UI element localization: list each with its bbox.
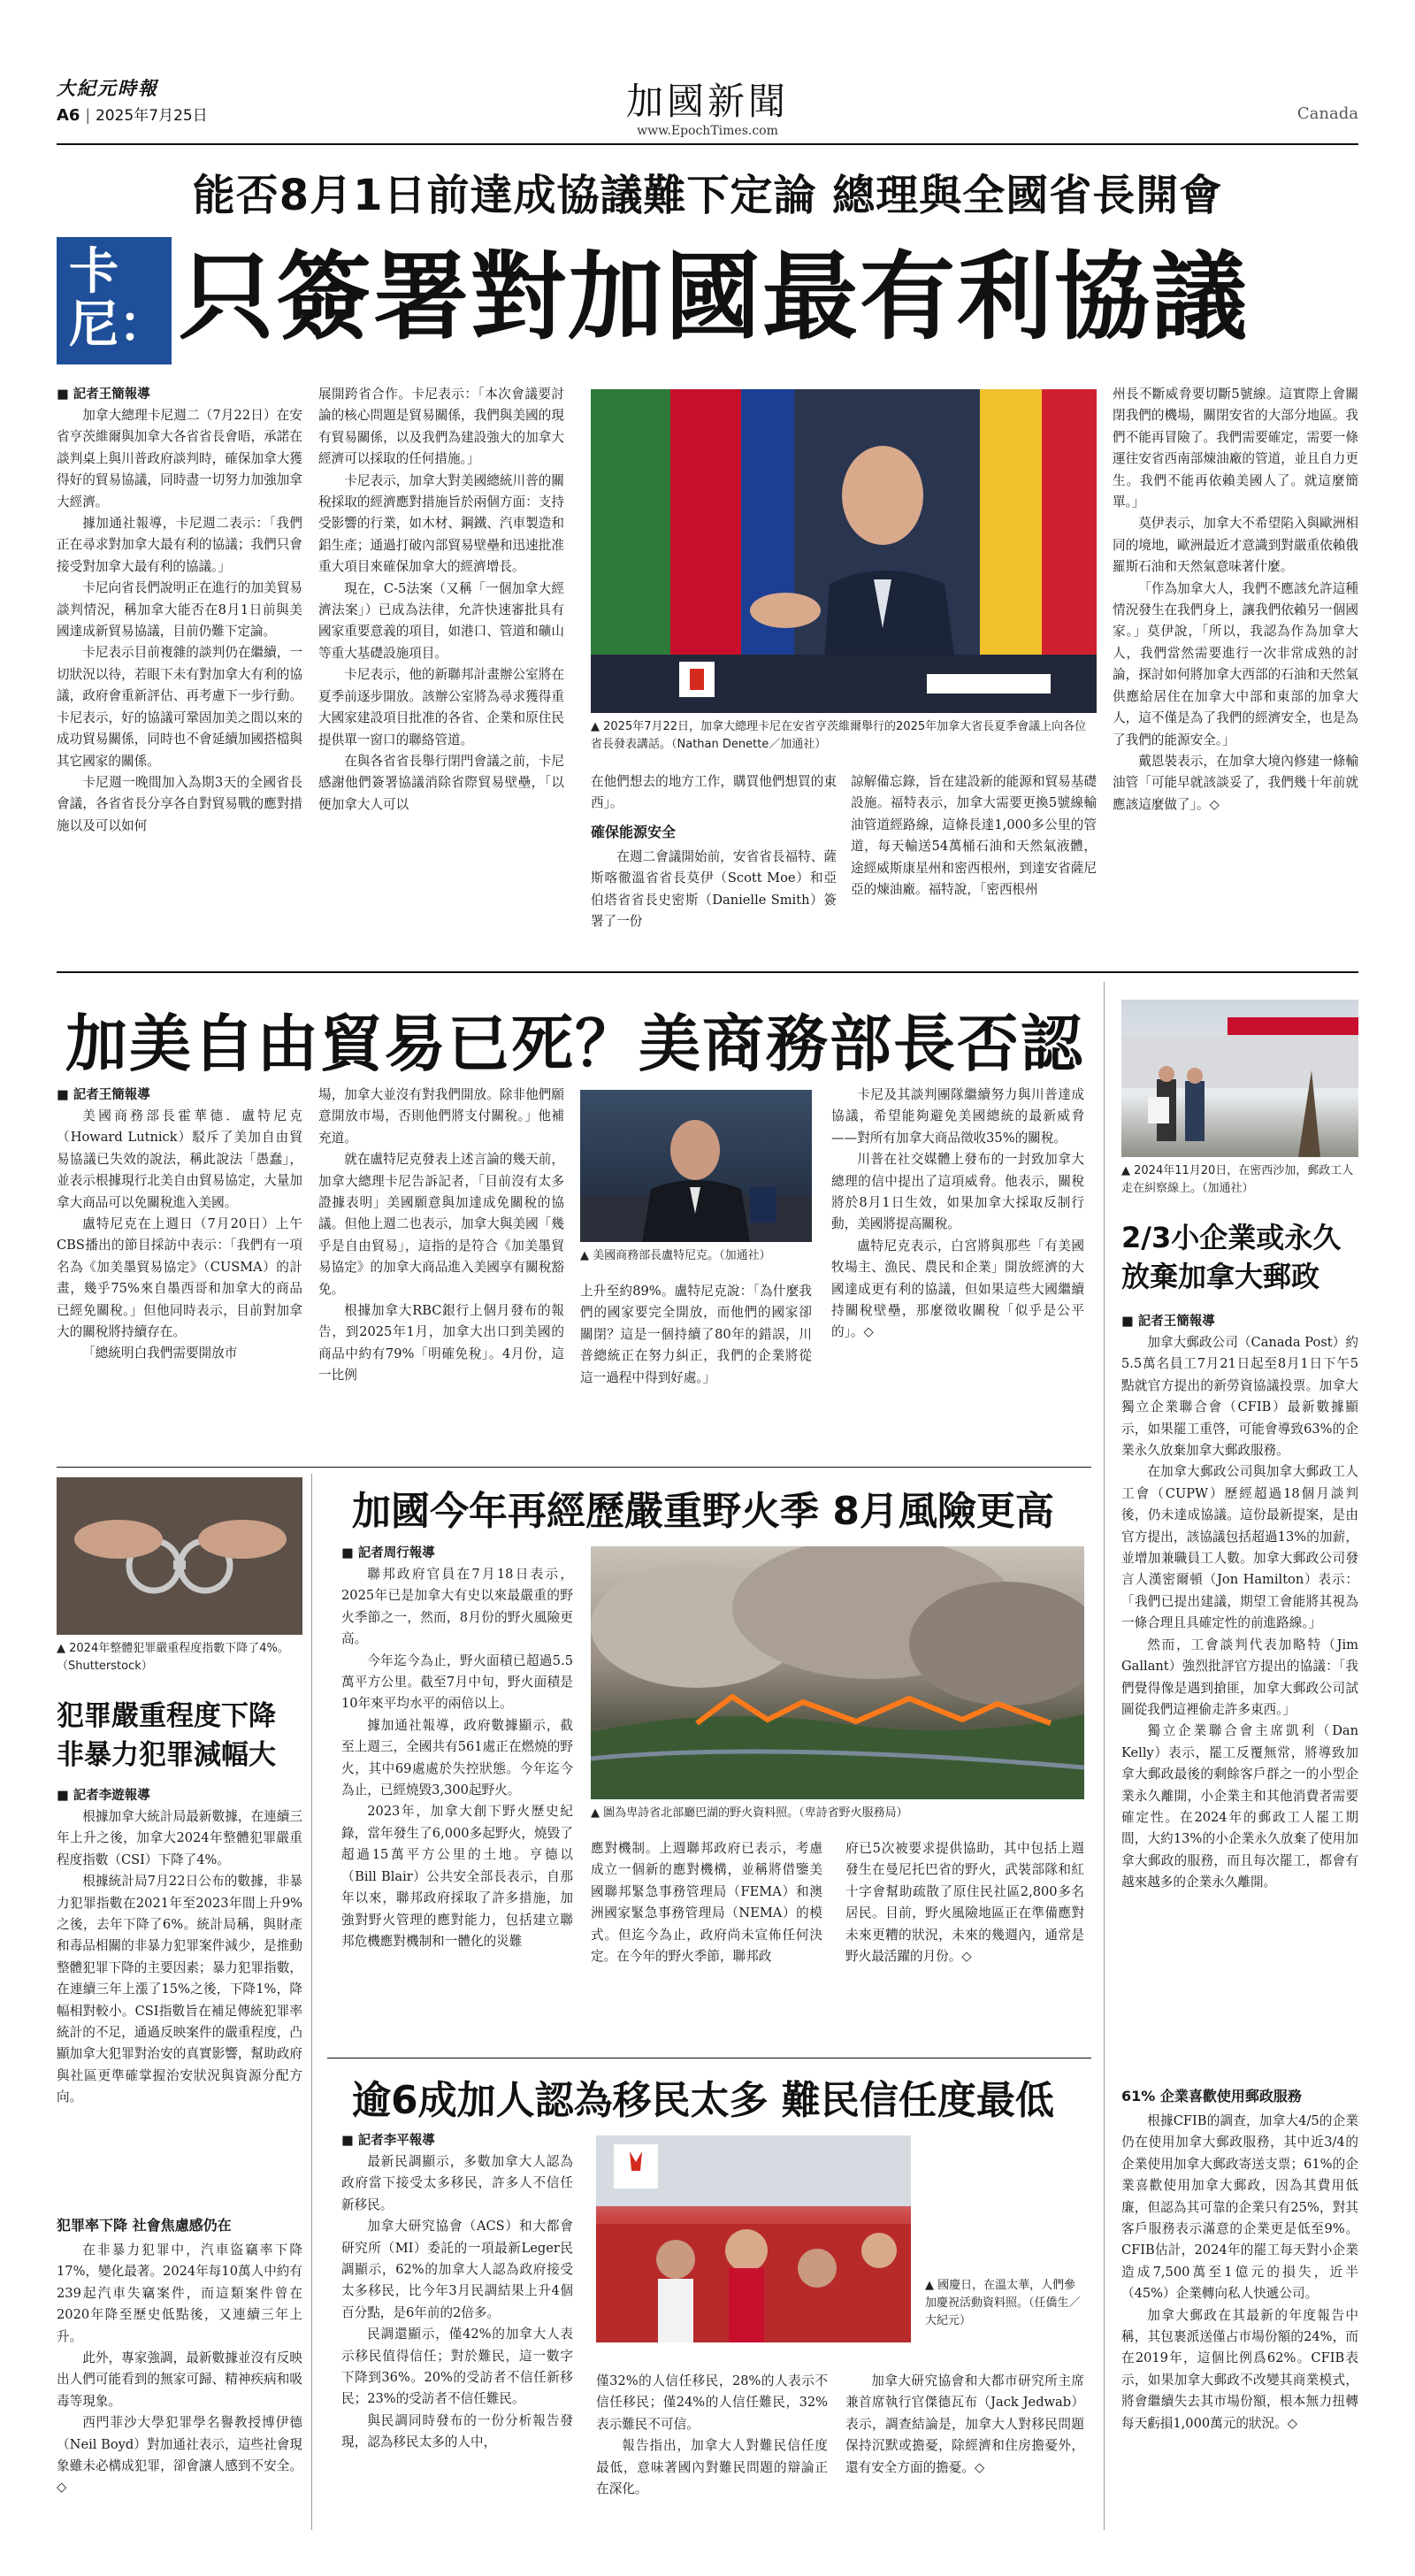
paragraph: 據加通社報導，政府數據顯示，截至上週三，全國共有561處正在燃燒的野火，其中69處處於失控狀態。今年迄今為止，已經燒毀3,300起野火。	[341, 1717, 573, 1798]
paragraph: 「總統明白我們需要開放市	[82, 1346, 238, 1361]
paragraph: 2023年，加拿大創下野火歷史紀錄，當年發生了6,000多起野火，燒毀了超過15萬平方公里的土地。亨德以（Bill Blair）公共安全部長表示，自那年以來，聯邦政府採取了許多措施，加強對野火管理的應對能力，包括建立聯邦危機應對機制和一體化的災難	[341, 1804, 573, 1949]
crime-photo-illustration	[57, 1477, 302, 1635]
paragraph: 然而，工會談判代表加略特（Jim Gallant）強烈批評官方提出的協議：「我們覺得像是遇到搶匪，加拿大郵政公司試圖從我們這裡偷走許多東西。」	[1121, 1637, 1358, 1717]
issue-date: 2025年7月25日	[95, 107, 208, 125]
paragraph: 應對機制。上週聯邦政府已表示，考慮成立一個新的應對機構，並稱將借鑒美國聯邦緊急事務管理局（FEMA）和澳洲國家緊急事務管理局（NEMA）的模式。但迄今為止，政府尚未宣佈任何決定。在今年的野火季節，聯邦政	[591, 1841, 822, 1965]
crime-subhead: 犯罪率下降 社會焦慮感仍在	[57, 2217, 232, 2234]
crime-photo	[57, 1477, 302, 1635]
paragraph: 僅32%的人信任移民，28%的人表示不信任移民；僅24%的人信任難民，32%表示難民不可信。	[596, 2373, 828, 2432]
paragraph: 卡尼表示，加拿大對美國總統川普的關稅採取的經濟應對措施旨於兩個方面：支持受影響的行業，如木材、鋼鐵、汽車製造和鋁生產；通過打破內部貿易壁壘和迅速批准重大項目來確保加拿大的經濟增長。	[318, 472, 564, 575]
trade-photo-caption: ▲ 美國商務部長盧特尼克。（加通社）	[580, 1247, 812, 1265]
paragraph: 民調還顯示，僅42%的加拿大人表示移民值得信任；對於難民，這一數字下降到36%。20%的受訪者不信任新移民；23%的受訪者不信任難民。	[341, 2327, 573, 2407]
lead-tag: 卡尼：	[57, 237, 172, 364]
paragraph: 根據CFIB的調查，加拿大4/5的企業仍在使用加拿大郵政服務，其中近3/4的企業使用加拿大郵政寄送支票；61%的企業喜歡使用加拿大郵政，因為其費用低廉，但認為其可靠的企業只有25%，對其客戶服務表示滿意的企業更是低至9%。CFIB估計，2024年的罷工每天對小企業造成7,500萬至1億元的損失，近半（45%）企業轉向私人快遞公司。	[1121, 2113, 1358, 2302]
paragraph: 「作為加拿大人，我們不應該允許這種情況發生在我們身上，讓我們依賴另一個國家。」莫伊說，「所以，我認為作為加拿大人，我們當然需要進行一次非常成熟的討論，探討如何將加拿大西部的石油和天然氣供應給居住在加拿大中部和東部的加拿大人，這不僅是為了我們的經濟安全，也是為了我們的能源安全。」	[1113, 580, 1358, 748]
lead-headline: 只簽署對加國最有利協議	[179, 242, 1250, 353]
immigration-photo	[596, 2135, 911, 2342]
crime-headline-line1: 犯罪嚴重程度下降	[57, 1700, 276, 1732]
trade-column-4	[831, 1085, 1084, 1454]
paragraph: 卡尼向省長們說明正在進行的加美貿易談判情況，稱加拿大能否在8月1日前與美國達成新貿易協議，目前仍難下定論。	[57, 580, 302, 640]
paragraph: 卡尼及其談判團隊繼續努力與川普達成協議，希望能夠避免美國總統的最新威脅——對所有加拿大商品徵收35%的關稅。	[831, 1087, 1084, 1146]
paragraph: 西門菲沙大學犯罪學名譽教授博伊德（Neil Boyd）對加通社表示，這些社會現象雖未必構成犯罪，卻會讓人感到不安全。◇	[57, 2415, 302, 2496]
paragraph: 根據加拿大統計局最新數據，在連續三年上升之後，加拿大2024年整體犯罪嚴重程度指數（CSI）下降了4%。	[57, 1809, 302, 1867]
section-divider	[57, 971, 1358, 973]
paragraph: 在加拿大郵政公司與加拿大郵政工人工會（CUPW）歷經超過18個月談判後，仍未達成協議。這份最新提案，是由官方提出，該協議包括超過13%的加薪，並增加兼職員工人數。加拿大郵政公司發言人漢密爾頓（Jon Hamilton）表示：「我們已提出建議，期望工會能將其視為一條合理且具確定性的前進路線。」	[1121, 1464, 1358, 1631]
paragraph: 此外，專家強調，最新數據並沒有反映出人們可能看到的無家可歸、精神疾病和吸毒等現象。	[57, 2350, 302, 2409]
trade-headline: 加美自由貿易已死？美商務部長否認	[65, 1008, 1084, 1080]
paragraph: 與民調同時發布的一份分析報告發現，認為移民太多的人中，	[341, 2412, 573, 2450]
crime-photo-caption: ▲ 2024年整體犯罪嚴重程度指數下降了4%。（Shutterstock）	[57, 1640, 302, 1675]
site-url: www.EpochTimes.com	[637, 124, 778, 138]
postal-subhead: 61% 企業喜歡使用郵政服務	[1121, 2088, 1302, 2104]
paragraph: 聯邦政府官員在7月18日表示，2025年已是加拿大有史以來最嚴重的野火季節之一，然而，8月份的野火風險更高。	[341, 1567, 573, 1647]
lead-photo-illustration	[591, 389, 1097, 713]
postal-column	[1121, 1311, 1358, 2077]
trade-byline: ■ 記者王簡報導	[57, 1085, 302, 1106]
region-label: Canada	[1296, 104, 1358, 123]
paragraph: 現在，C-5法案（又稱「一個加拿大經濟法案」）已成為法律，允許快速審批具有國家重要意義的項目，如港口、管道和礦山等重大基礎設施項目。	[318, 580, 564, 661]
fire-column-1	[341, 1543, 573, 2051]
fire-photo	[591, 1546, 1084, 1799]
postal-headline-line1: 2/3小企業或永久	[1121, 1221, 1342, 1254]
paragraph: 今年迄今為止，野火面積已超過5.5萬平方公里。截至7月中旬，野火面積是10年來平均水平的兩倍以上。	[341, 1652, 573, 1712]
immigration-byline: ■ 記者李平報導	[341, 2130, 573, 2151]
postal-photo	[1121, 1000, 1358, 1157]
fire-column-3	[845, 1838, 1084, 2051]
lead-subhead: 確保能源安全	[591, 823, 677, 840]
trade-column-1	[57, 1085, 302, 1454]
lead-column-2	[318, 384, 564, 959]
lead-column-4	[851, 771, 1097, 959]
immigration-column-3	[845, 2371, 1084, 2539]
lead-column-1	[57, 384, 302, 959]
paragraph: 諒解備忘錄，旨在建設新的能源和貿易基礎設施。福特表示，加拿大需要更換5號線輸油管道經路線，這條長達1,000多公里的管道，每天輸送54萬桶石油和天然氣液體，途經威斯康星州和密西根州，到達安省薩尼亞的煉油廠。福特說，「密西根州	[851, 774, 1097, 898]
paragraph: 在與各省省長舉行閉門會議之前，卡尼感謝他們簽署協議消除省際貿易壁壘，「以便加拿大人可以	[318, 753, 564, 812]
masthead-rule	[57, 143, 1358, 145]
immigration-photo-illustration	[596, 2135, 911, 2342]
section-divider	[57, 1467, 1091, 1468]
page-number: A6 | 2025年7月25日	[57, 106, 208, 125]
paragraph: 在週二會議開始前，安省省長福特、薩斯喀徹溫省省長莫伊（Scott Moe）和亞伯塔省省長史密斯（Danielle Smith）簽署了一份	[591, 848, 837, 930]
fire-byline: ■ 記者周行報導	[341, 1543, 573, 1564]
fire-headline: 加國今年再經歷嚴重野火季 8月風險更高	[352, 1489, 1054, 1534]
paragraph: 最新民調顯示，多數加拿大人認為政府當下接受太多移民，許多人不信任新移民。	[341, 2154, 573, 2212]
paragraph: 美國商務部長霍華德．盧特尼克（Howard Lutnick）駁斥了美加自由貿易協議已失效的說法，稱此說法「愚蠢」，並表示根據現行北美自由貿易協定，大量加拿大商品可以免關稅進入美國。	[57, 1108, 302, 1210]
trade-photo	[580, 1090, 812, 1242]
fire-photo-illustration	[591, 1546, 1084, 1799]
paragraph: 加拿大總理卡尼週二（7月22日）在安省亨茨維爾與加拿大各省省長會晤，承諾在談判桌上與川普政府談判時，確保加拿大獲得好的貿易協議，同時盡一切努力加強加拿大經濟。	[57, 408, 302, 510]
postal-photo-caption: ▲ 2024年11月20日，在密西沙加，郵政工人走在糾察線上。（加通社）	[1121, 1162, 1358, 1198]
lead-column-3	[591, 771, 837, 959]
paragraph: 卡尼週一晚間加入為期3天的全國省長會議，各省省長分享各自對貿易戰的應對措施以及可以如何	[57, 774, 302, 833]
paragraph: 川普在社交媒體上發布的一封致加拿大總理的信中提出了這項威脅。他表示，關稅將於8月1日生效，如果加拿大採取反制行動，美國將提高關稅。	[831, 1152, 1084, 1232]
paragraph: 場，加拿大並沒有對我們開放。除非他們願意開放市場，否則他們將支付關稅。」他補充道。	[318, 1087, 564, 1146]
trade-photo-illustration	[580, 1090, 812, 1242]
lead-photo-caption: ▲ 2025年7月22日，加拿大總理卡尼在安省亨茨維爾舉行的2025年加拿大省長夏季會議上向各位省長發表講話。（Nathan Denette／加通社）	[591, 718, 1097, 754]
crime-column	[57, 1785, 302, 2204]
paragraph: 加拿大研究協會和大都市研究所主席兼首席執行官傑德瓦布（Jack Jedwab）表示，調查結論是，加拿大人對移民問題保持沉默或擔憂，除經濟和住房擔憂外，還有安全方面的擔憂。◇	[845, 2373, 1084, 2475]
paragraph: 府已5次被要求提供協助，其中包括上週發生在曼尼托巴省的野火，武裝部隊和紅十字會幫助疏散了原住民社區2,800多名居民。目前，野火風險地區正在準備應對未來更糟的狀況，未來的幾週內，通常是野火最活躍的月份。◇	[845, 1841, 1084, 1965]
brand-logo: 大紀元時報	[57, 77, 158, 99]
lead-byline: ■ 記者王簡報導	[57, 384, 302, 405]
paragraph: 戴恩裝表示，在加拿大境內修建一條輸油管「可能早就該談妥了，我們幾十年前就應該這麼做了」。◇	[1113, 753, 1358, 812]
postal-photo-illustration	[1121, 1000, 1358, 1157]
paragraph: 根據加拿大RBC銀行上個月發布的報告，到2025年1月，加拿大出口到美國的商品中約有79%「明確免稅」。4月份，這一比例	[318, 1303, 564, 1384]
lead-column-5	[1113, 384, 1358, 959]
paragraph: 報告指出，加拿大人對難民信任度最低，意味著國內對難民問題的辯論正在深化。	[596, 2438, 828, 2497]
immigration-column-2	[596, 2371, 828, 2539]
paragraph: 在非暴力犯罪中，汽車盜竊率下降17%，變化最著。2024年每10萬人中約有239起汽車失竊案件，而這類案件曾在2020年降至歷史低點後，又連續三年上升。	[57, 2242, 302, 2344]
paragraph: 展開跨省合作。卡尼表示：「本次會議要討論的核心問題是貿易關係，我們與美國的現有貿易關係，以及我們為建設強大的加拿大經濟可以採取的任何措施。」	[318, 387, 564, 467]
section-title: 加國新聞	[625, 80, 789, 123]
lead-kicker: 能否8月1日前達成協議難下定論 總理與全國省長開會	[192, 171, 1223, 220]
postal-byline: ■ 記者王簡報導	[1121, 1311, 1358, 1332]
paragraph: 據加通社報導，卡尼週二表示：「我們正在尋求對加拿大最有利的協議；我們只會接受對加拿大最有利的協議。」	[57, 516, 302, 574]
postal-headline-line2: 放棄加拿大郵政	[1121, 1260, 1320, 1293]
fire-column-2	[591, 1838, 822, 2051]
paragraph: 上升至約89%。盧特尼克說：「為什麼我們的國家要完全開放，而他們的國家卻關閉？這是一個持續了80年的錯誤，川普總統正在努力糾正，我們的企業將從這一過程中得到好處。」	[580, 1284, 812, 1385]
lead-photo	[591, 389, 1097, 713]
paragraph: 獨立企業聯合會主席凱利（Dan Kelly）表示，罷工反覆無常，將導致加拿大郵政最後的剩餘客戶群之一的小型企業永久離開，小企業主和其他消費者需要確定性。在2024年的郵政工人罷工期間，大約13%的小企業永久放棄了使用加拿大郵政的服務，而且每次罷工，都會有越來越多的企業永久離開。	[1121, 1723, 1358, 1890]
paragraph: 在他們想去的地方工作，購買他們想買的東西」。	[591, 774, 837, 811]
paragraph: 加拿大郵政公司（Canada Post）約5.5萬名員工7月21日起至8月1日下午5點就官方提出的新勞資協議投票。加拿大獨立企業聯合會（CFIB）最新數據顯示，如果罷工重啓，可能會導致63%的企業永久放棄加拿大郵政服務。	[1121, 1335, 1358, 1459]
immigration-column-1	[341, 2130, 573, 2539]
trade-column-2	[318, 1085, 564, 1454]
column-divider	[1104, 982, 1105, 2530]
postal-column-cont	[1121, 2079, 1358, 2539]
paragraph: 就在盧特尼克發表上述言論的幾天前，加拿大總理卡尼告訴記者，「目前沒有太多證據表明」美國願意與加達成免關稅的協議。但他上週二也表示，加拿大與美國「幾乎是自由貿易」，這指的是符合《加美墨貿易協定》的加拿大商品進入美國享有關稅豁免。	[318, 1152, 564, 1297]
paragraph: 盧特尼克表示，白宮將與那些「有美國牧場主、漁民、農民和企業」開放經濟的大國達成更有利的協議，但如果這些大國繼續持關稅壁壘，那麼徵收關稅「似乎是公平的」。◇	[831, 1238, 1084, 1340]
paragraph: 卡尼表示，他的新聯邦計畫辦公室將在夏季前逐步開放。該辦公室將為尋求獲得重大國家建設項目批准的各省、企業和原住民提供單一窗口的聯絡管道。	[318, 667, 564, 748]
paragraph: 莫伊表示，加拿大不希望陷入與歐洲相同的境地，歐洲最近才意識到對嚴重依賴俄羅斯石油和天然氣意味著什麼。	[1113, 516, 1358, 575]
paragraph: 加拿大研究協會（ACS）和大都會研究所（MI）委託的一項最新Leger民調顯示，62%的加拿大人認為政府接受太多移民，比今年3月民調結果上升4個百分點，是6年前的2倍多。	[341, 2219, 573, 2320]
paragraph: 盧特尼克在上週日（7月20日）上午CBS播出的節目採訪中表示：「我們有一項名為《加美墨貿易協定》（CUSMA）的計畫，幾乎75%來自墨西哥和加拿大的商品已經免關稅。」但他同時表示，目前對加拿大的關稅將持續存在。	[57, 1216, 302, 1340]
fire-photo-caption: ▲ 圖為卑詩省北部廳巴湖的野火資料照。（卑詩省野火服務局）	[591, 1805, 1084, 1822]
paragraph: 加拿大郵政在其最新的年度報告中稱，其包裹派送僅占市場份額的24%，而在2019年，這個比例爲62%。CFIB表示，如果加拿大郵政不改變其商業模式，將會繼續失去其市場份額，根本無力扭轉每天虧損1,000萬元的狀況。◇	[1121, 2307, 1358, 2431]
trade-column-3	[580, 1281, 812, 1454]
crime-headline-line2: 非暴力犯罪減幅大	[57, 1739, 276, 1771]
paragraph: 州長不斷威脅要切斷5號線。這實際上會關閉我們的機場，關閉安省的大部分地區。我們不能再冒險了。我們需要確定，需要一條運往安省西南部煉油廠的管道，並且自力更生。我們不能再依賴美國人了。就這麼簡單。」	[1113, 387, 1358, 510]
paragraph: 卡尼表示目前複雜的談判仍在繼續，一切狀況以待，若眼下未有對加拿大有利的協議，政府會重新評估、再考慮下一步行動。卡尼表示，好的協議可鞏固加美之間以來的成功貿易關係，同時也不會延續加國搭檔與其它國家的關係。	[57, 645, 302, 769]
paragraph: 根據統計局7月22日公布的數據，非暴力犯罪指數在2021年至2023年間上升9%之後，去年下降了6%。統計局稱，與財產和毒品相關的非暴力犯罪案件減少，是推動整體犯罪下降的主要因素；暴力犯罪指數，在連續三年上漲了15%之後，下降1%，降幅相對較小。CSI指數旨在補足傳統犯罪率統計的不足，通過反映案件的嚴重程度，凸顯加拿大犯罪對治安的真實影響，幫助政府與社區更準確掌握治安狀況與資源分配方向。	[57, 1874, 302, 2105]
column-divider	[311, 1474, 312, 2530]
crime-column-cont	[57, 2208, 302, 2539]
crime-byline: ■ 記者李遊報導	[57, 1785, 302, 1806]
immigration-headline: 逾6成加人認為移民太多 難民信任度最低	[352, 2078, 1054, 2123]
immigration-photo-caption: ▲ 國慶日，在溫太華，人們參加慶祝活動資料照。（任僑生／大紀元）	[925, 2277, 1084, 2330]
